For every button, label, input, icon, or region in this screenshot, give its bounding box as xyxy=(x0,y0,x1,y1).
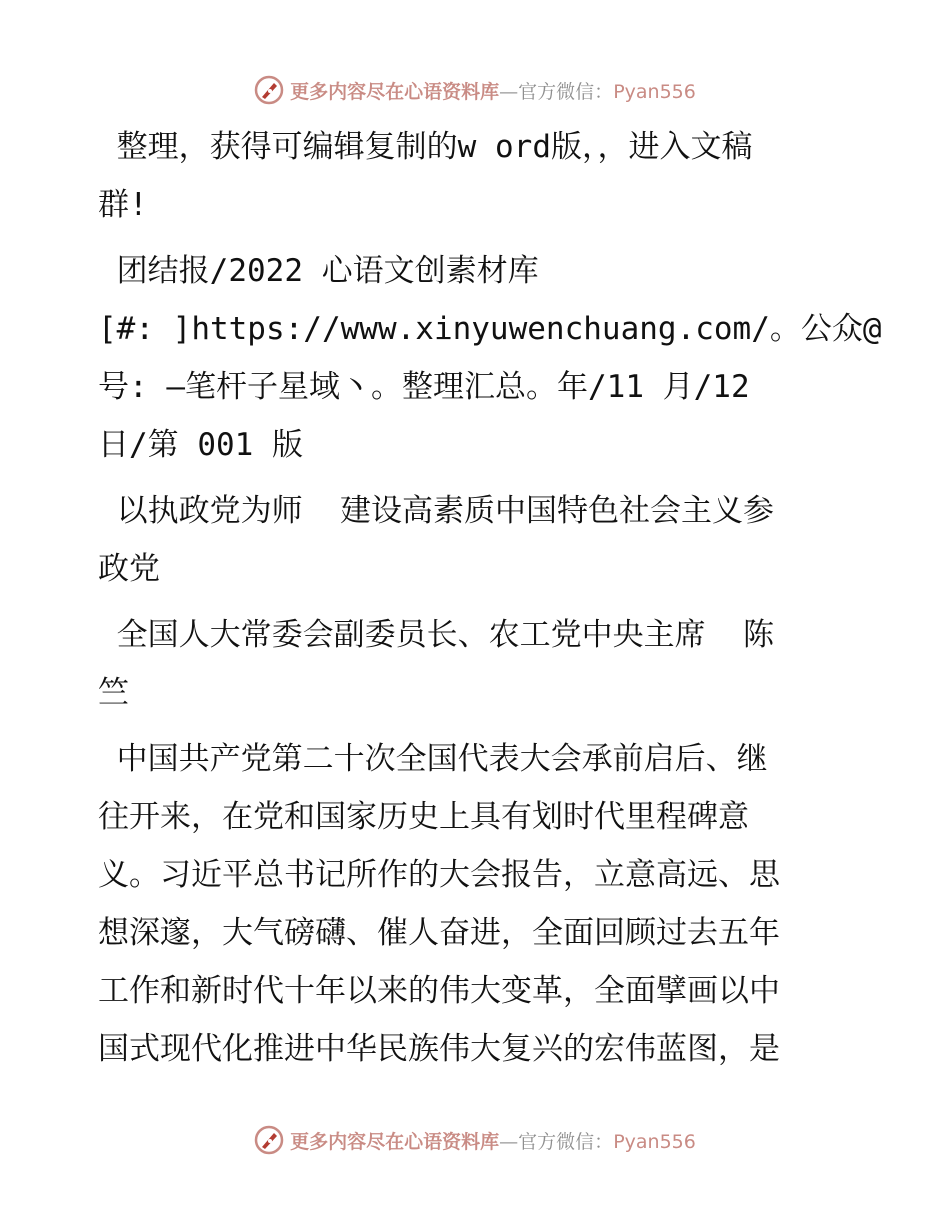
footer-text xyxy=(290,1127,696,1154)
text-line: 工作和新时代十年以来的伟大变革，全面擘画以中 xyxy=(98,973,780,1009)
header-text xyxy=(290,77,696,104)
text-line: 义。习近平总书记所作的大会报告，立意高远、思 xyxy=(98,857,780,893)
document-body xyxy=(98,118,882,1078)
text-line: 政党 xyxy=(98,551,160,587)
text-line: 群! xyxy=(98,187,148,223)
article-author xyxy=(98,606,858,722)
text-line: 号: —笔杆子星域丶。整理汇总。年/11 月/12 xyxy=(98,369,750,405)
text-line: 以执政党为师 建设高素质中国特色社会主义参 xyxy=(98,493,774,529)
text-line: 团结报/2022 心语文创素材库 xyxy=(98,253,539,289)
pen-nib-logo-icon xyxy=(254,75,284,105)
text-line: 日/第 001 版 xyxy=(98,427,303,463)
text-line: 国式现代化推进中华民族伟大复兴的宏伟蓝图，是 xyxy=(98,1031,780,1067)
header-separator: — xyxy=(499,80,519,103)
header-banner xyxy=(0,70,950,110)
footer-wechat-label: 官方微信： xyxy=(518,1130,614,1153)
paragraph-intro xyxy=(98,118,858,234)
text-line: 中国共产党第二十次全国代表大会承前启后、继 xyxy=(98,741,768,777)
text-line: 整理，获得可编辑复制的w ord版，，进入文稿 xyxy=(98,129,753,165)
text-line: 想深邃，大气磅礴、催人奋进，全面回顾过去五年 xyxy=(98,915,780,951)
paragraph-source xyxy=(98,242,882,474)
footer-slogan: 更多内容尽在心语资料库 xyxy=(290,1130,500,1153)
footer-separator: — xyxy=(499,1130,519,1153)
header-slogan: 更多内容尽在心语资料库 xyxy=(290,80,500,103)
text-line: 竺 xyxy=(98,675,129,711)
text-line: 往开来，在党和国家历史上具有划时代里程碑意 xyxy=(98,799,749,835)
article-title xyxy=(98,482,858,598)
paragraph-body xyxy=(98,730,858,1078)
text-line: 全国人大常委会副委员长、农工党中央主席 陈 xyxy=(98,617,774,653)
footer-banner xyxy=(0,1120,950,1160)
footer-wechat-id: Pyan556 xyxy=(613,1130,696,1153)
header-wechat-label: 官方微信： xyxy=(518,80,614,103)
pen-nib-logo-icon xyxy=(254,1125,284,1155)
header-wechat-id: Pyan556 xyxy=(613,80,696,103)
text-line: [#: ]https://www.xinyuwenchuang.com/。公众@ xyxy=(98,311,882,347)
